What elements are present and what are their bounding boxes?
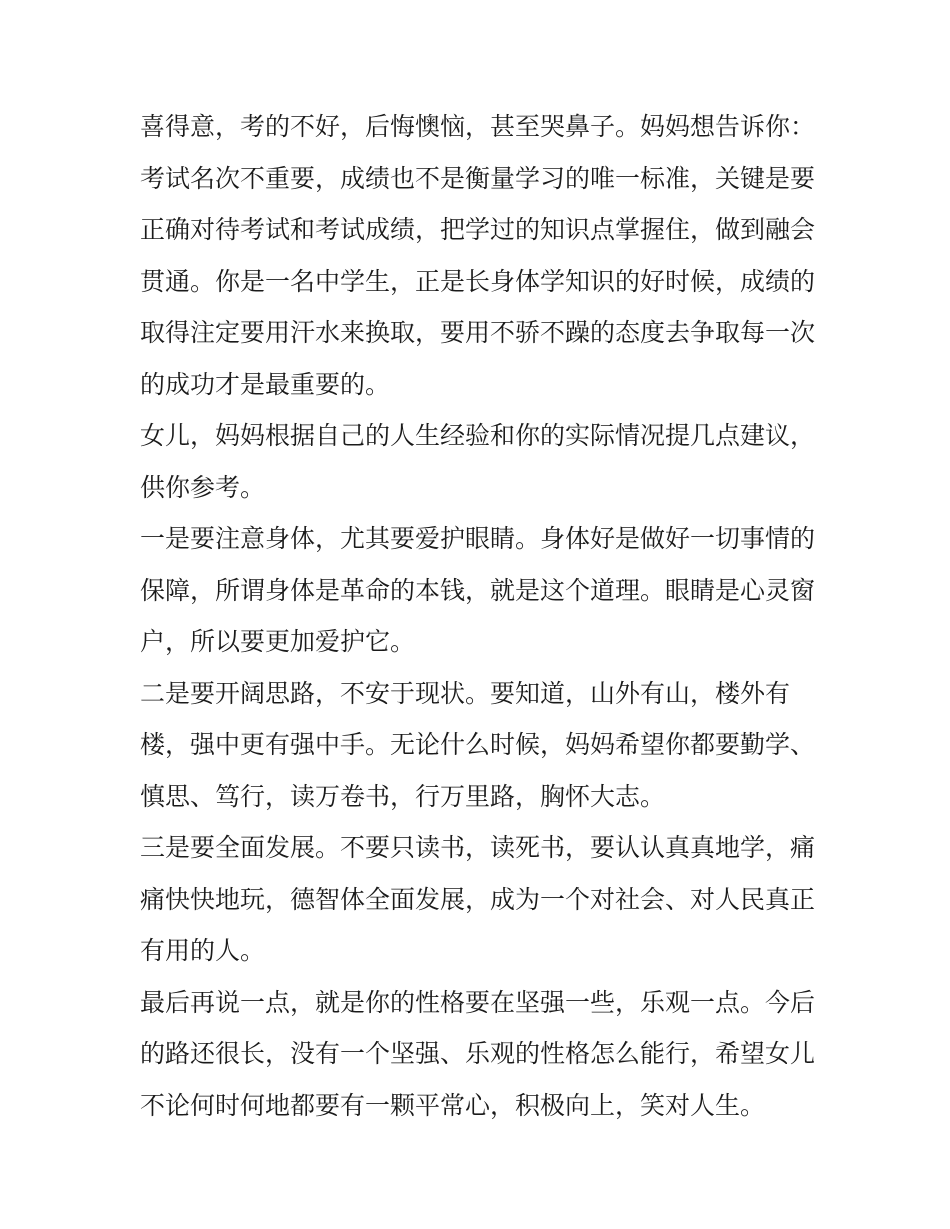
text-line: 取得注定要用汗水来换取，要用不骄不躁的态度去争取每一次	[140, 318, 816, 347]
text-line: 三是要全面发展。不要只读书，读死书，要认认真真地学，痛	[140, 833, 816, 862]
text-line: 楼，强中更有强中手。无论什么时候，妈妈希望你都要勤学、	[140, 730, 816, 759]
text-line: 户，所以要更加爱护它。	[140, 627, 416, 656]
text-line: 贯通。你是一名中学生，正是长身体学知识的好时候，成绩的	[140, 266, 816, 296]
text-line: 不论何时何地都要有一颗平常心，积极向上，笑对人生。	[140, 1090, 766, 1120]
text-line: 喜得意，考的不好，后悔懊恼，甚至哭鼻子。妈妈想告诉你：	[140, 112, 816, 141]
text-line: 一是要注意身体，尤其要爱护眼睛。身体好是做好一切事情的	[140, 524, 816, 553]
text-line: 痛快快地玩，德智体全面发展，成为一个对社会、对人民真正	[140, 884, 816, 914]
text-line: 的成功才是最重要的。	[140, 369, 391, 399]
text-line: 女儿，妈妈根据自己的人生经验和你的实际情况提几点建议，	[140, 421, 816, 450]
text-line: 供你参考。	[140, 472, 266, 502]
text-line: 慎思、笃行，读万卷书，行万里路，胸怀大志。	[140, 781, 666, 811]
text-line: 最后再说一点，就是你的性格要在坚强一些，乐观一点。今后	[140, 987, 816, 1017]
text-line: 的路还很长，没有一个坚强、乐观的性格怎么能行，希望女儿	[140, 1039, 816, 1068]
text-line: 二是要开阔思路，不安于现状。要知道，山外有山，楼外有	[140, 678, 791, 708]
text-line: 正确对待考试和考试成绩，把学过的知识点掌握住，做到融会	[140, 215, 816, 244]
text-line: 考试名次不重要，成绩也不是衡量学习的唯一标准，关键是要	[140, 163, 816, 193]
text-line: 保障，所谓身体是革命的本钱，就是这个道理。眼睛是心灵窗	[140, 575, 816, 605]
letter-body	[140, 101, 820, 1131]
text-line: 有用的人。	[140, 936, 266, 965]
